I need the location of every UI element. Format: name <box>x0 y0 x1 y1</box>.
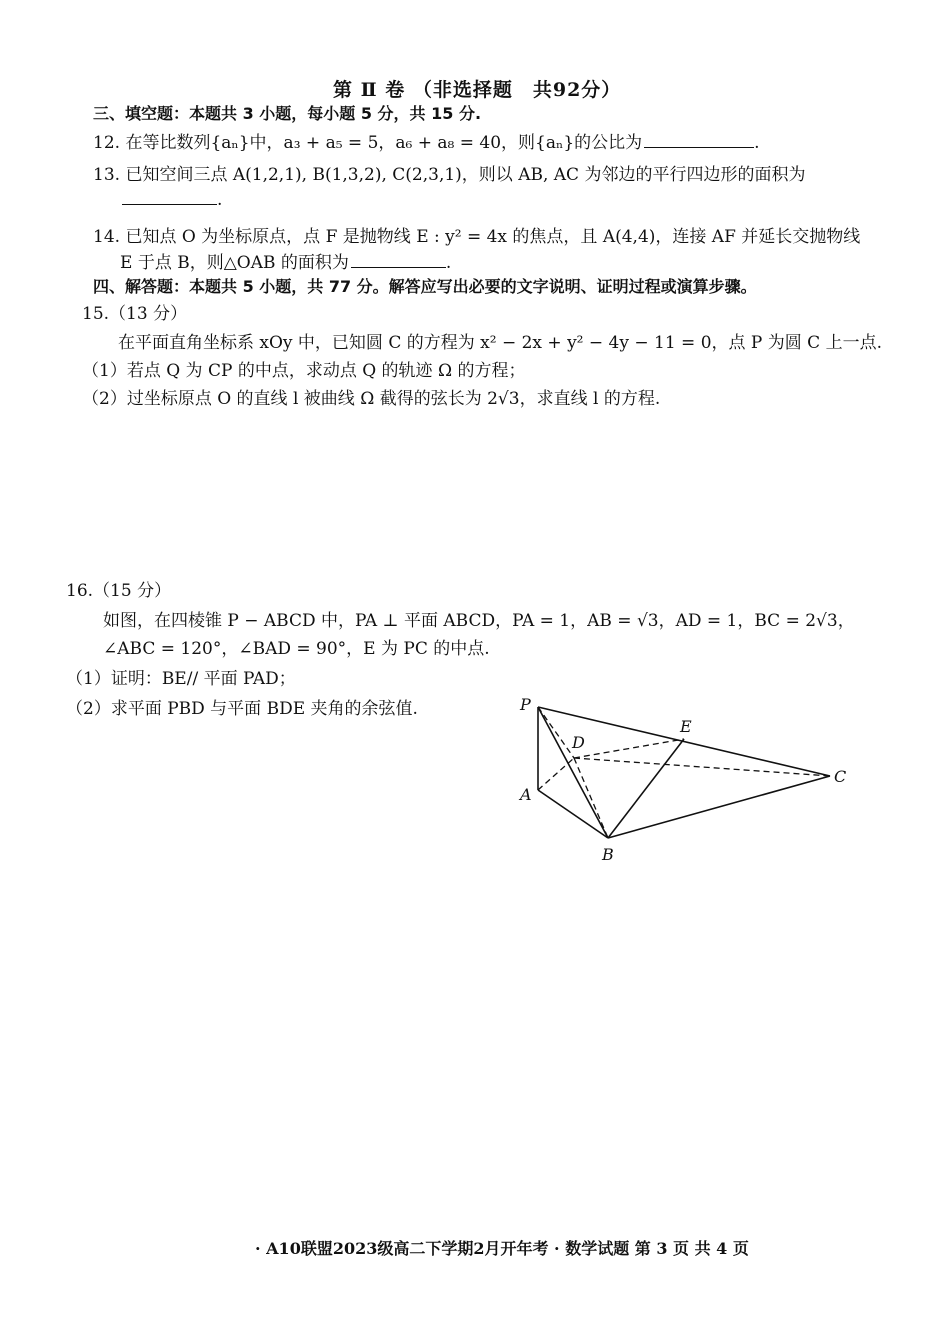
section-fill-in-heading: 三、填空题：本题共 3 小题，每小题 5 分，共 15 分. <box>93 104 482 123</box>
label-C: C <box>834 767 847 786</box>
question-12-text: 12. 在等比数列{aₙ}中，a₃ + a₅ = 5，a₆ + a₈ = 40，则{aₙ}的公比为 <box>93 133 643 153</box>
question-13-line1: 13. 已知空间三点 A(1,2,1), B(1,3,2), C(2,3,1)，则以 AB, AC 为邻边的平行四边形的面积为 <box>93 165 806 185</box>
page-footer: · A10联盟2023级高二下学期2月开年考 · 数学试题 第 3 页 共 4 页 <box>255 1239 749 1258</box>
pyramid-figure <box>500 690 870 870</box>
question-16-stem2: ∠ABC = 120°，∠BAD = 90°，E 为 PC 的中点. <box>103 639 490 659</box>
section-answer-heading: 四、解答题：本题共 5 小题，共 77 分。解答应写出必要的文字说明、证明过程或演算步骤。 <box>93 277 757 296</box>
answer-blank-13[interactable] <box>122 190 217 205</box>
question-16-part2: （2）求平面 PBD 与平面 BDE 夹角的余弦值. <box>66 699 418 719</box>
question-15-number: 15.（13 分） <box>82 304 188 324</box>
question-16-number: 16.（15 分） <box>66 581 172 601</box>
page-title: 第 Ⅱ 卷 （非选择题 共92分） <box>333 79 622 101</box>
edge-AD <box>538 758 574 790</box>
edge-PB <box>538 707 608 838</box>
question-14-line1: 14. 已知点 O 为坐标原点，点 F 是抛物线 E : y² = 4x 的焦点，且 A(4,4)，连接 AF 并延长交抛物线 <box>93 227 861 247</box>
answer-blank-14[interactable] <box>351 253 446 268</box>
label-A: A <box>520 785 532 804</box>
question-16-part1: （1）证明：BE// 平面 PAD； <box>66 669 296 689</box>
label-P: P <box>520 695 531 714</box>
question-14-line2: E 于点 B，则△OAB 的面积为 . <box>120 253 452 273</box>
question-13-line2: . <box>120 190 222 210</box>
question-16-stem1: 如图，在四棱锥 P − ABCD 中，PA ⊥ 平面 ABCD，PA = 1，AB = √3，AD = 1，BC = 2√3， <box>103 611 855 631</box>
edge-BE <box>608 739 684 838</box>
edge-DE <box>574 739 684 758</box>
question-15-stem: 在平面直角坐标系 xOy 中，已知圆 C 的方程为 x² − 2x + y² − 4y − 11 = 0，点 P 为圆 C 上一点. <box>118 333 882 353</box>
answer-blank-12[interactable] <box>644 133 754 148</box>
question-15-part2: （2）过坐标原点 O 的直线 l 被曲线 Ω 截得的弦长为 2√3，求直线 l 的方程. <box>82 389 661 409</box>
question-12: 12. 在等比数列{aₙ}中，a₃ + a₅ = 5，a₆ + a₈ = 40，则{aₙ}的公比为 . <box>93 133 760 153</box>
label-D: D <box>572 733 585 752</box>
label-E: E <box>680 717 692 736</box>
label-B: B <box>602 845 614 864</box>
question-15-part1: （1）若点 Q 为 CP 的中点，求动点 Q 的轨迹 Ω 的方程； <box>82 361 526 381</box>
edge-BC <box>608 776 830 838</box>
